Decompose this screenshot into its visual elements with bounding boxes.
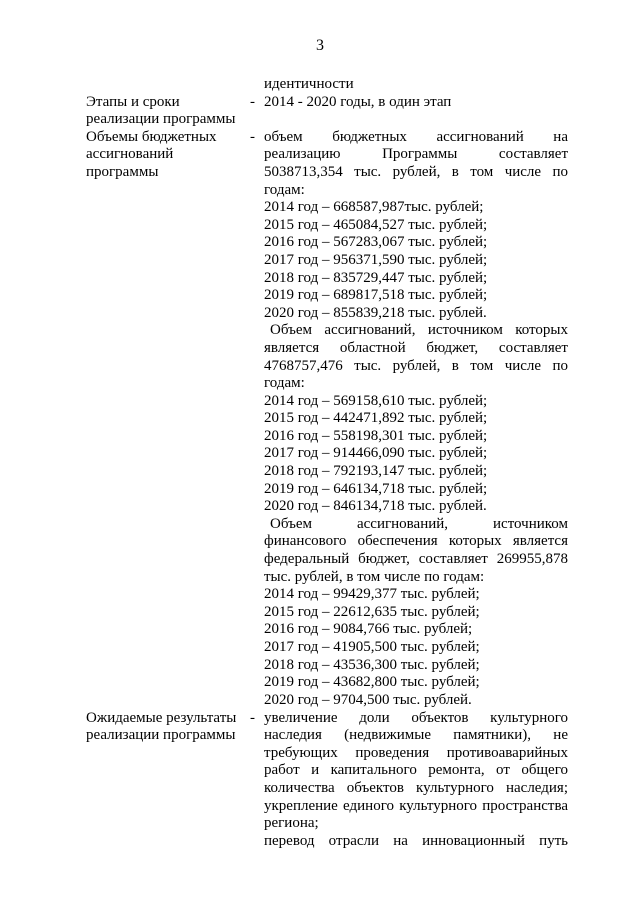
content-line: работ и капитального ремонта, от общего — [264, 762, 568, 779]
intro-line: идентичности — [264, 76, 354, 92]
row-content — [264, 94, 568, 112]
content-line: федеральный бюджет, составляет 269955,878 — [264, 551, 568, 568]
content-line: 2018 год – 43536,300 тыс. рублей; — [264, 656, 480, 673]
content-line: перевод отрасли на инновационный путь — [264, 832, 568, 849]
content-line: 2015 год – 442471,892 тыс. рублей; — [264, 410, 488, 427]
content-line: 2016 год – 9084,766 тыс. рублей; — [264, 621, 473, 638]
content-line: 2017 год – 41905,500 тыс. рублей; — [264, 639, 480, 656]
content-line: увеличение доли объектов культурного — [264, 709, 568, 726]
row-content — [264, 129, 568, 710]
content-line: 2016 год – 567283,067 тыс. рублей; — [264, 234, 488, 251]
row-label-line: программы — [86, 163, 159, 180]
content-line: годам: — [264, 375, 305, 392]
row-label — [86, 94, 246, 129]
row-label-line: реализации программы — [86, 111, 236, 128]
content-line: 2020 год – 855839,218 тыс. рублей. — [264, 304, 487, 321]
content-line: 2018 год – 835729,447 тыс. рублей; — [264, 269, 488, 286]
content-line: требующих проведения противоаварийных — [264, 744, 568, 761]
content-line: 2015 год – 465084,527 тыс. рублей; — [264, 216, 488, 233]
row-label-line: Ожидаемые результаты — [86, 709, 237, 726]
row-label — [86, 129, 246, 182]
content-line: наследия (недвижимые памятники), не — [264, 727, 568, 744]
content-line: 2014 год – 99429,377 тыс. рублей; — [264, 586, 480, 603]
content-line: тыс. рублей, в том числе по годам: — [264, 568, 485, 585]
row-content — [264, 710, 568, 851]
content-line: 2020 год – 846134,718 тыс. рублей. — [264, 498, 487, 515]
page-number: 3 — [316, 37, 324, 54]
content-line: 2016 год – 558198,301 тыс. рублей; — [264, 427, 488, 444]
content-line: 2019 год – 689817,518 тыс. рублей; — [264, 287, 488, 304]
content-line: годам: — [264, 181, 305, 198]
content-line: Объем ассигнований, источником которых — [270, 322, 568, 339]
row-label-line: Объемы бюджетных — [86, 128, 217, 145]
content-line: 2015 год – 22612,635 тыс. рублей; — [264, 603, 480, 620]
content-line: финансового обеспечения которых является — [264, 533, 568, 550]
content-line: объем бюджетных ассигнований на — [264, 128, 568, 145]
content-line: количества объектов культурного наследия; — [264, 779, 568, 796]
content-line: 2019 год – 43682,800 тыс. рублей; — [264, 674, 480, 691]
content-line: 2017 год – 914466,090 тыс. рублей; — [264, 445, 488, 462]
row-label-line: Этапы и сроки — [86, 93, 180, 110]
row-dash: - — [250, 93, 255, 110]
row-label-line: реализации программы — [86, 727, 236, 744]
content-line: региона; — [264, 815, 319, 832]
content-line: 2018 год – 792193,147 тыс. рублей; — [264, 463, 488, 480]
content-line: является областной бюджет, составляет — [264, 339, 568, 356]
row-dash: - — [250, 709, 255, 726]
content-line: 2019 год – 646134,718 тыс. рублей; — [264, 480, 488, 497]
content-line: 2014 - 2020 годы, в один этап — [264, 93, 452, 110]
content-line: 4768757,476 тыс. рублей, в том числе по — [264, 357, 568, 374]
content-line: 5038713,354 тыс. рублей, в том числе по — [264, 163, 568, 180]
content-line: укрепление единого культурного пространства — [264, 797, 568, 814]
content-line: 2014 год – 668587,987тыс. рублей; — [264, 199, 484, 216]
row-dash: - — [250, 128, 255, 145]
content-line: Объем ассигнований, источником — [270, 515, 568, 532]
content-line: 2020 год – 9704,500 тыс. рублей. — [264, 691, 472, 708]
row-label — [86, 710, 246, 745]
content-line: 2014 год – 569158,610 тыс. рублей; — [264, 392, 488, 409]
row-label-line: ассигнований — [86, 146, 174, 163]
content-line: 2017 год – 956371,590 тыс. рублей; — [264, 251, 488, 268]
content-line: реализацию Программы составляет — [264, 146, 568, 163]
